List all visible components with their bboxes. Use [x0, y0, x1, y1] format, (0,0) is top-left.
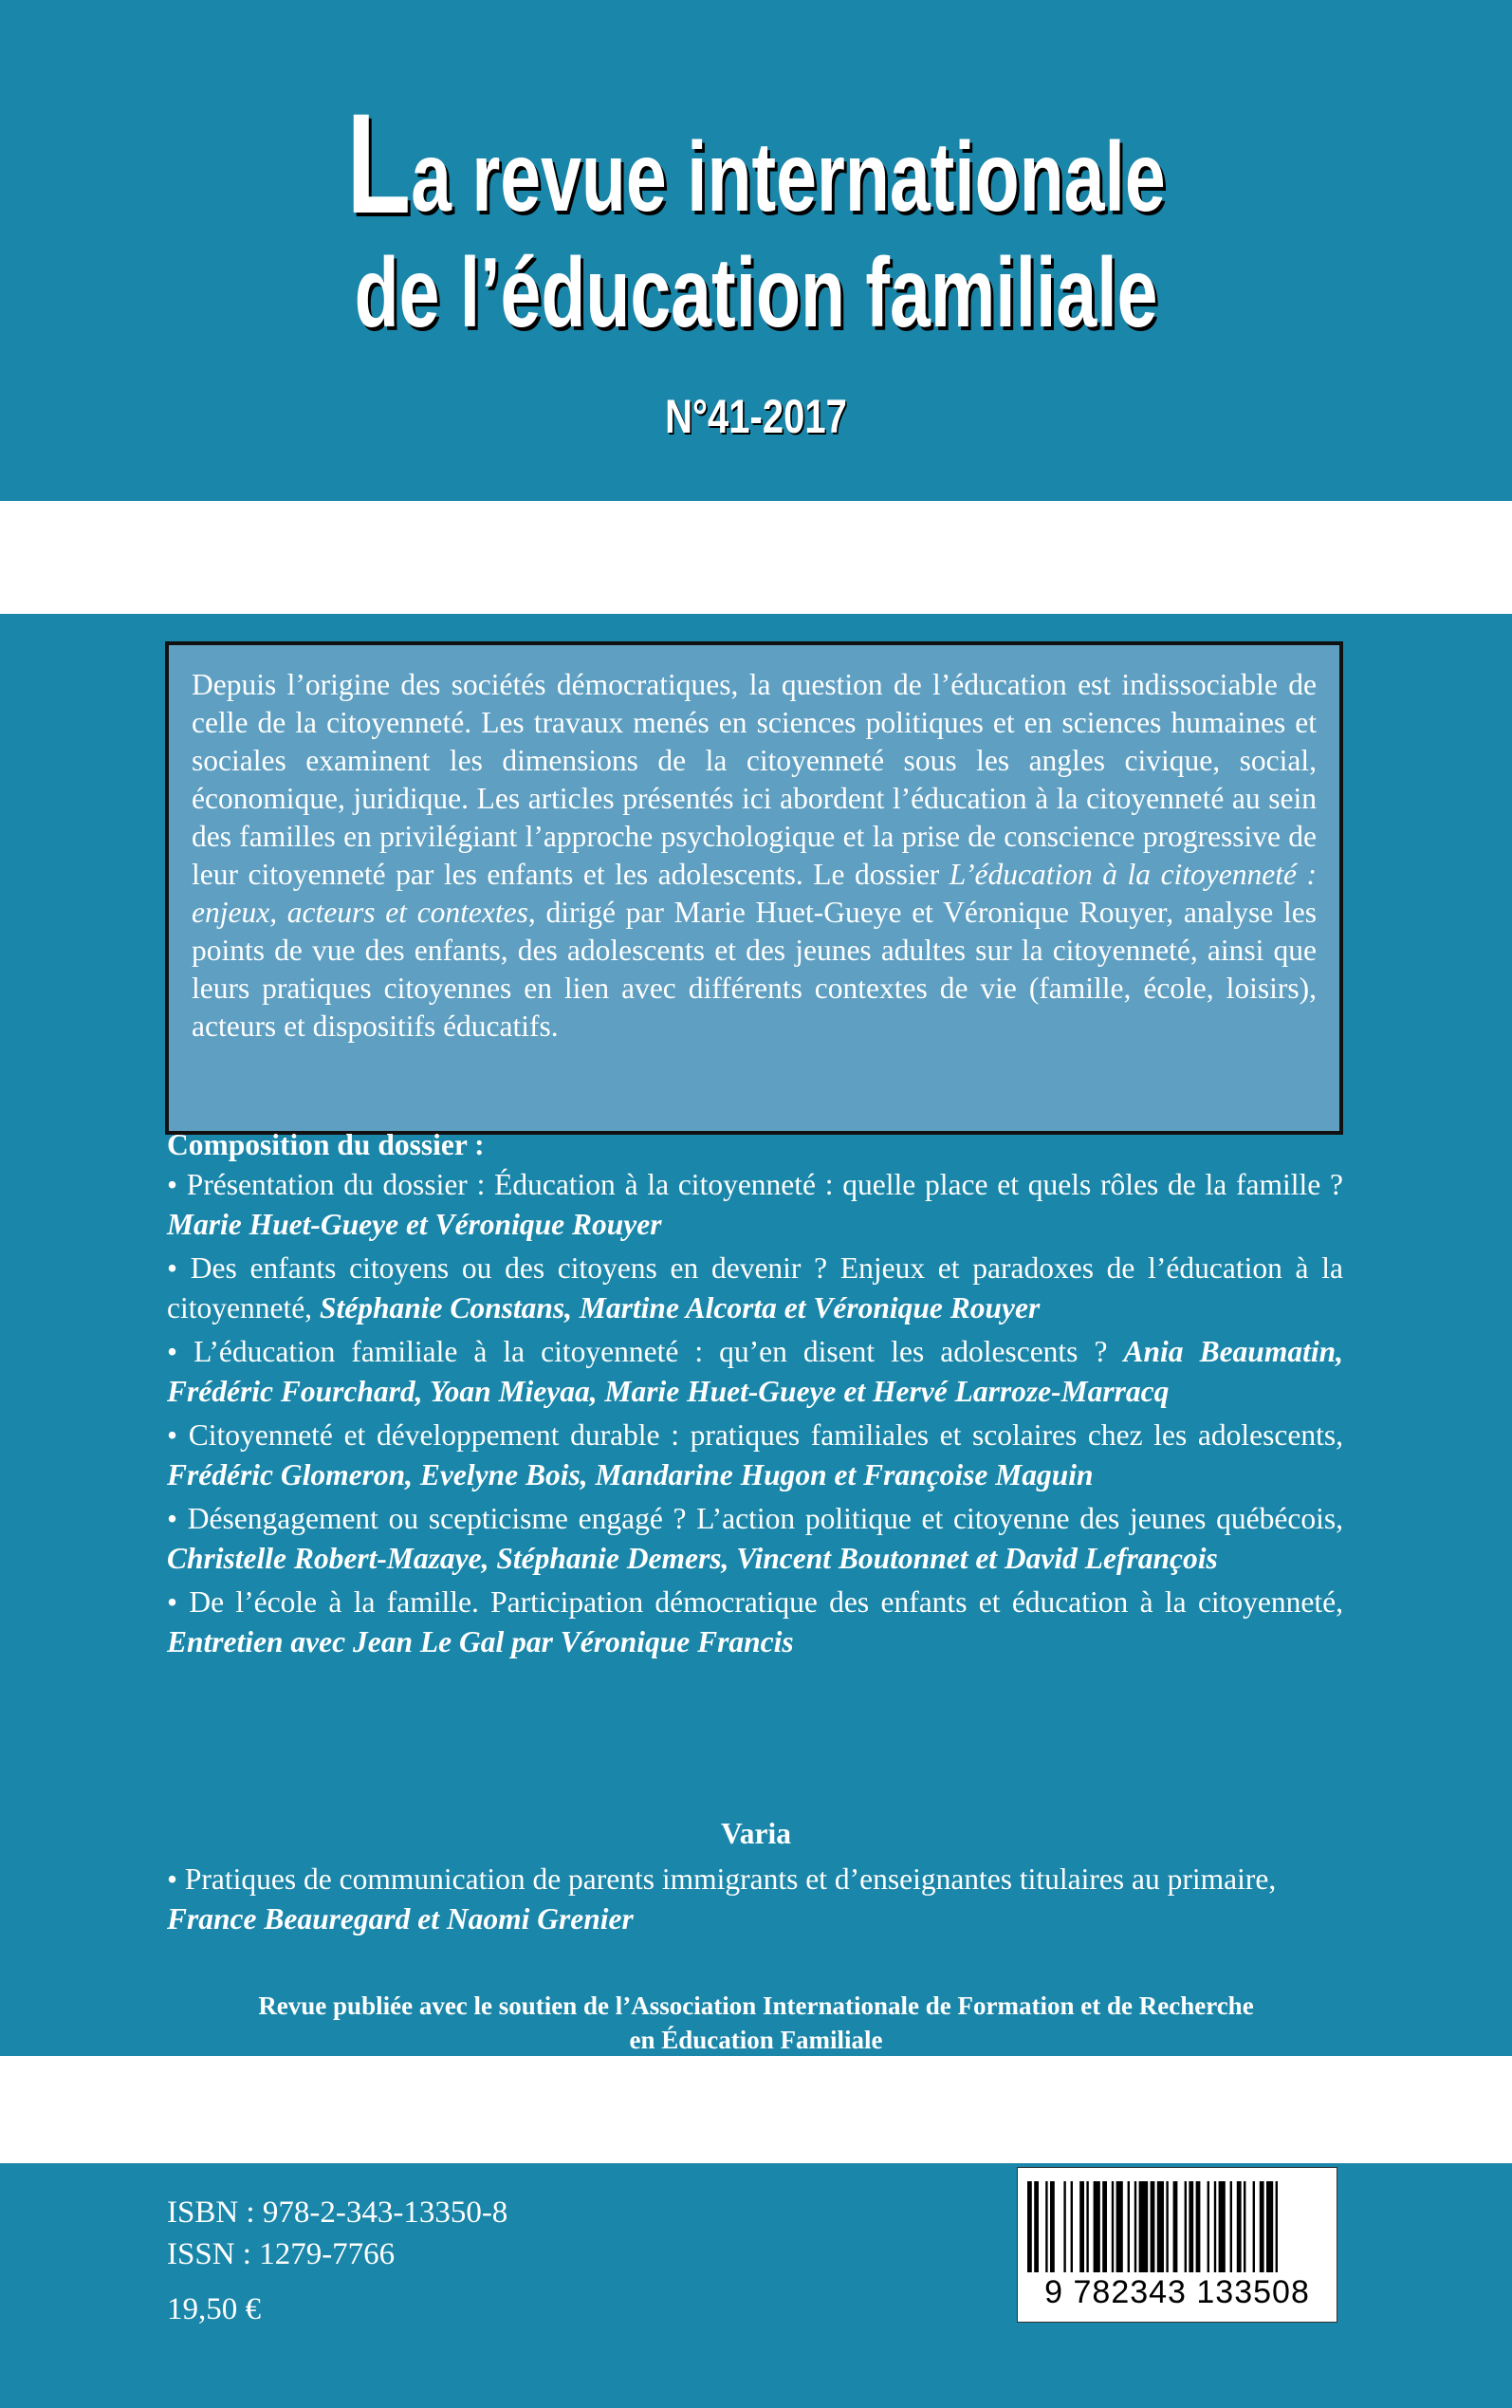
dossier-title: L’éducation à la citoyenneté : enjeux, acteurs et contextes — [192, 858, 1317, 929]
item-authors: Ania Beaumatin, Frédéric Fourchard, Yoan Mieyaa, Marie Huet-Gueye et Hervé Larroze-Marracq — [167, 1335, 1343, 1408]
support-notice — [0, 1989, 1512, 2057]
list-item — [167, 1416, 1343, 1495]
barcode — [1017, 2167, 1337, 2323]
isbn: ISBN : 978-2-343-13350-8 — [167, 2195, 508, 2230]
list-item — [167, 1332, 1343, 1412]
abstract-text — [192, 666, 1317, 1046]
item-title: • Pratiques de communication de parents immigrants et d’enseignantes titulaires au primaire, — [167, 1862, 1277, 1896]
item-authors: Christelle Robert-Mazaye, Stéphanie Demers, Vincent Boutonnet et David Lefrançois — [167, 1542, 1218, 1575]
price: 19,50 € — [167, 2292, 261, 2326]
item-authors: Stéphanie Constans, Martine Alcorta et Véronique Rouyer — [319, 1291, 1041, 1324]
journal-title-line1 — [196, 83, 1316, 243]
abstract-box — [165, 641, 1343, 1135]
item-title: • L’éducation familiale à la citoyenneté : qu’en disent les adolescents ? — [167, 1335, 1124, 1368]
publication-info — [167, 2192, 507, 2330]
support-line2: en Éducation Familiale — [629, 2026, 883, 2054]
list-item — [167, 1165, 1343, 1245]
list-item — [167, 1249, 1343, 1328]
varia-heading: Varia — [720, 1817, 792, 1850]
item-title: • Présentation du dossier : Éducation à la citoyenneté : quelle place et quels rôles de la famille ? — [167, 1168, 1343, 1201]
varia-item — [167, 1860, 1343, 1939]
title-initial-letter: L — [346, 83, 412, 243]
journal-title-line2: de l’éducation familiale — [354, 238, 1158, 348]
issue-number: N°41-2017 — [665, 390, 847, 443]
abstract-part2: , dirigé par Marie Huet-Gueye et Véronique Rouyer, analyse les points de vue des enfants, des adolescents et des jeunes adultes sur la citoyenneté, ainsi que leurs pratiques citoyennes en lien avec différents contextes de vie (famille, école, loisirs), acteurs et dispositifs éducatifs. — [192, 896, 1317, 1043]
composition-heading: Composition du dossier : — [167, 1128, 485, 1161]
list-item — [167, 1583, 1343, 1662]
item-title: • Désengagement ou scepticisme engagé ? L’action politique et citoyenne des jeunes québécois, — [167, 1502, 1343, 1535]
item-authors: France Beauregard et Naomi Grenier — [167, 1902, 634, 1936]
item-title: • De l’école à la famille. Participation démocratique des enfants et éducation à la citoyenneté, — [167, 1585, 1343, 1619]
list-item — [167, 1499, 1343, 1579]
title-line1-text: a revue internationale — [411, 122, 1166, 232]
barcode-digits: 9 782343 133508 — [1044, 2274, 1310, 2310]
barcode-icon — [1023, 2181, 1331, 2272]
abstract-part1: Depuis l’origine des sociétés démocratiques, la question de l’éducation est indissociable de celle de la citoyenneté. Les travaux menés en sciences politiques et en sciences humaines et sociales examinent les dimensions de la citoyenneté sous les angles civique, social, économique, juridique. Les articles présentés ici abordent l’éducation à la citoyenneté au sein des familles en privilégiant l’approche psychologique et la prise de conscience progressive de leur citoyenneté par les enfants et les adolescents. Le dossier — [192, 668, 1317, 891]
support-line1: Revue publiée avec le soutien de l’Association Internationale de Formation et de Recherche — [258, 1991, 1254, 2020]
issn: ISSN : 1279-7766 — [167, 2237, 396, 2271]
composition-section — [167, 1125, 1343, 1666]
item-title: • Citoyenneté et développement durable : pratiques familiales et scolaires chez les adolescents, — [167, 1418, 1343, 1452]
item-title: • Des enfants citoyens ou des citoyens en devenir ? Enjeux et paradoxes de l’éducation à la citoyenneté, — [167, 1251, 1343, 1324]
item-authors: Entretien avec Jean Le Gal par Véronique Francis — [167, 1625, 794, 1658]
item-authors: Frédéric Glomeron, Evelyne Bois, Mandarine Hugon et Françoise Maguin — [167, 1458, 1094, 1491]
item-authors: Marie Huet-Gueye et Véronique Rouyer — [167, 1208, 662, 1241]
